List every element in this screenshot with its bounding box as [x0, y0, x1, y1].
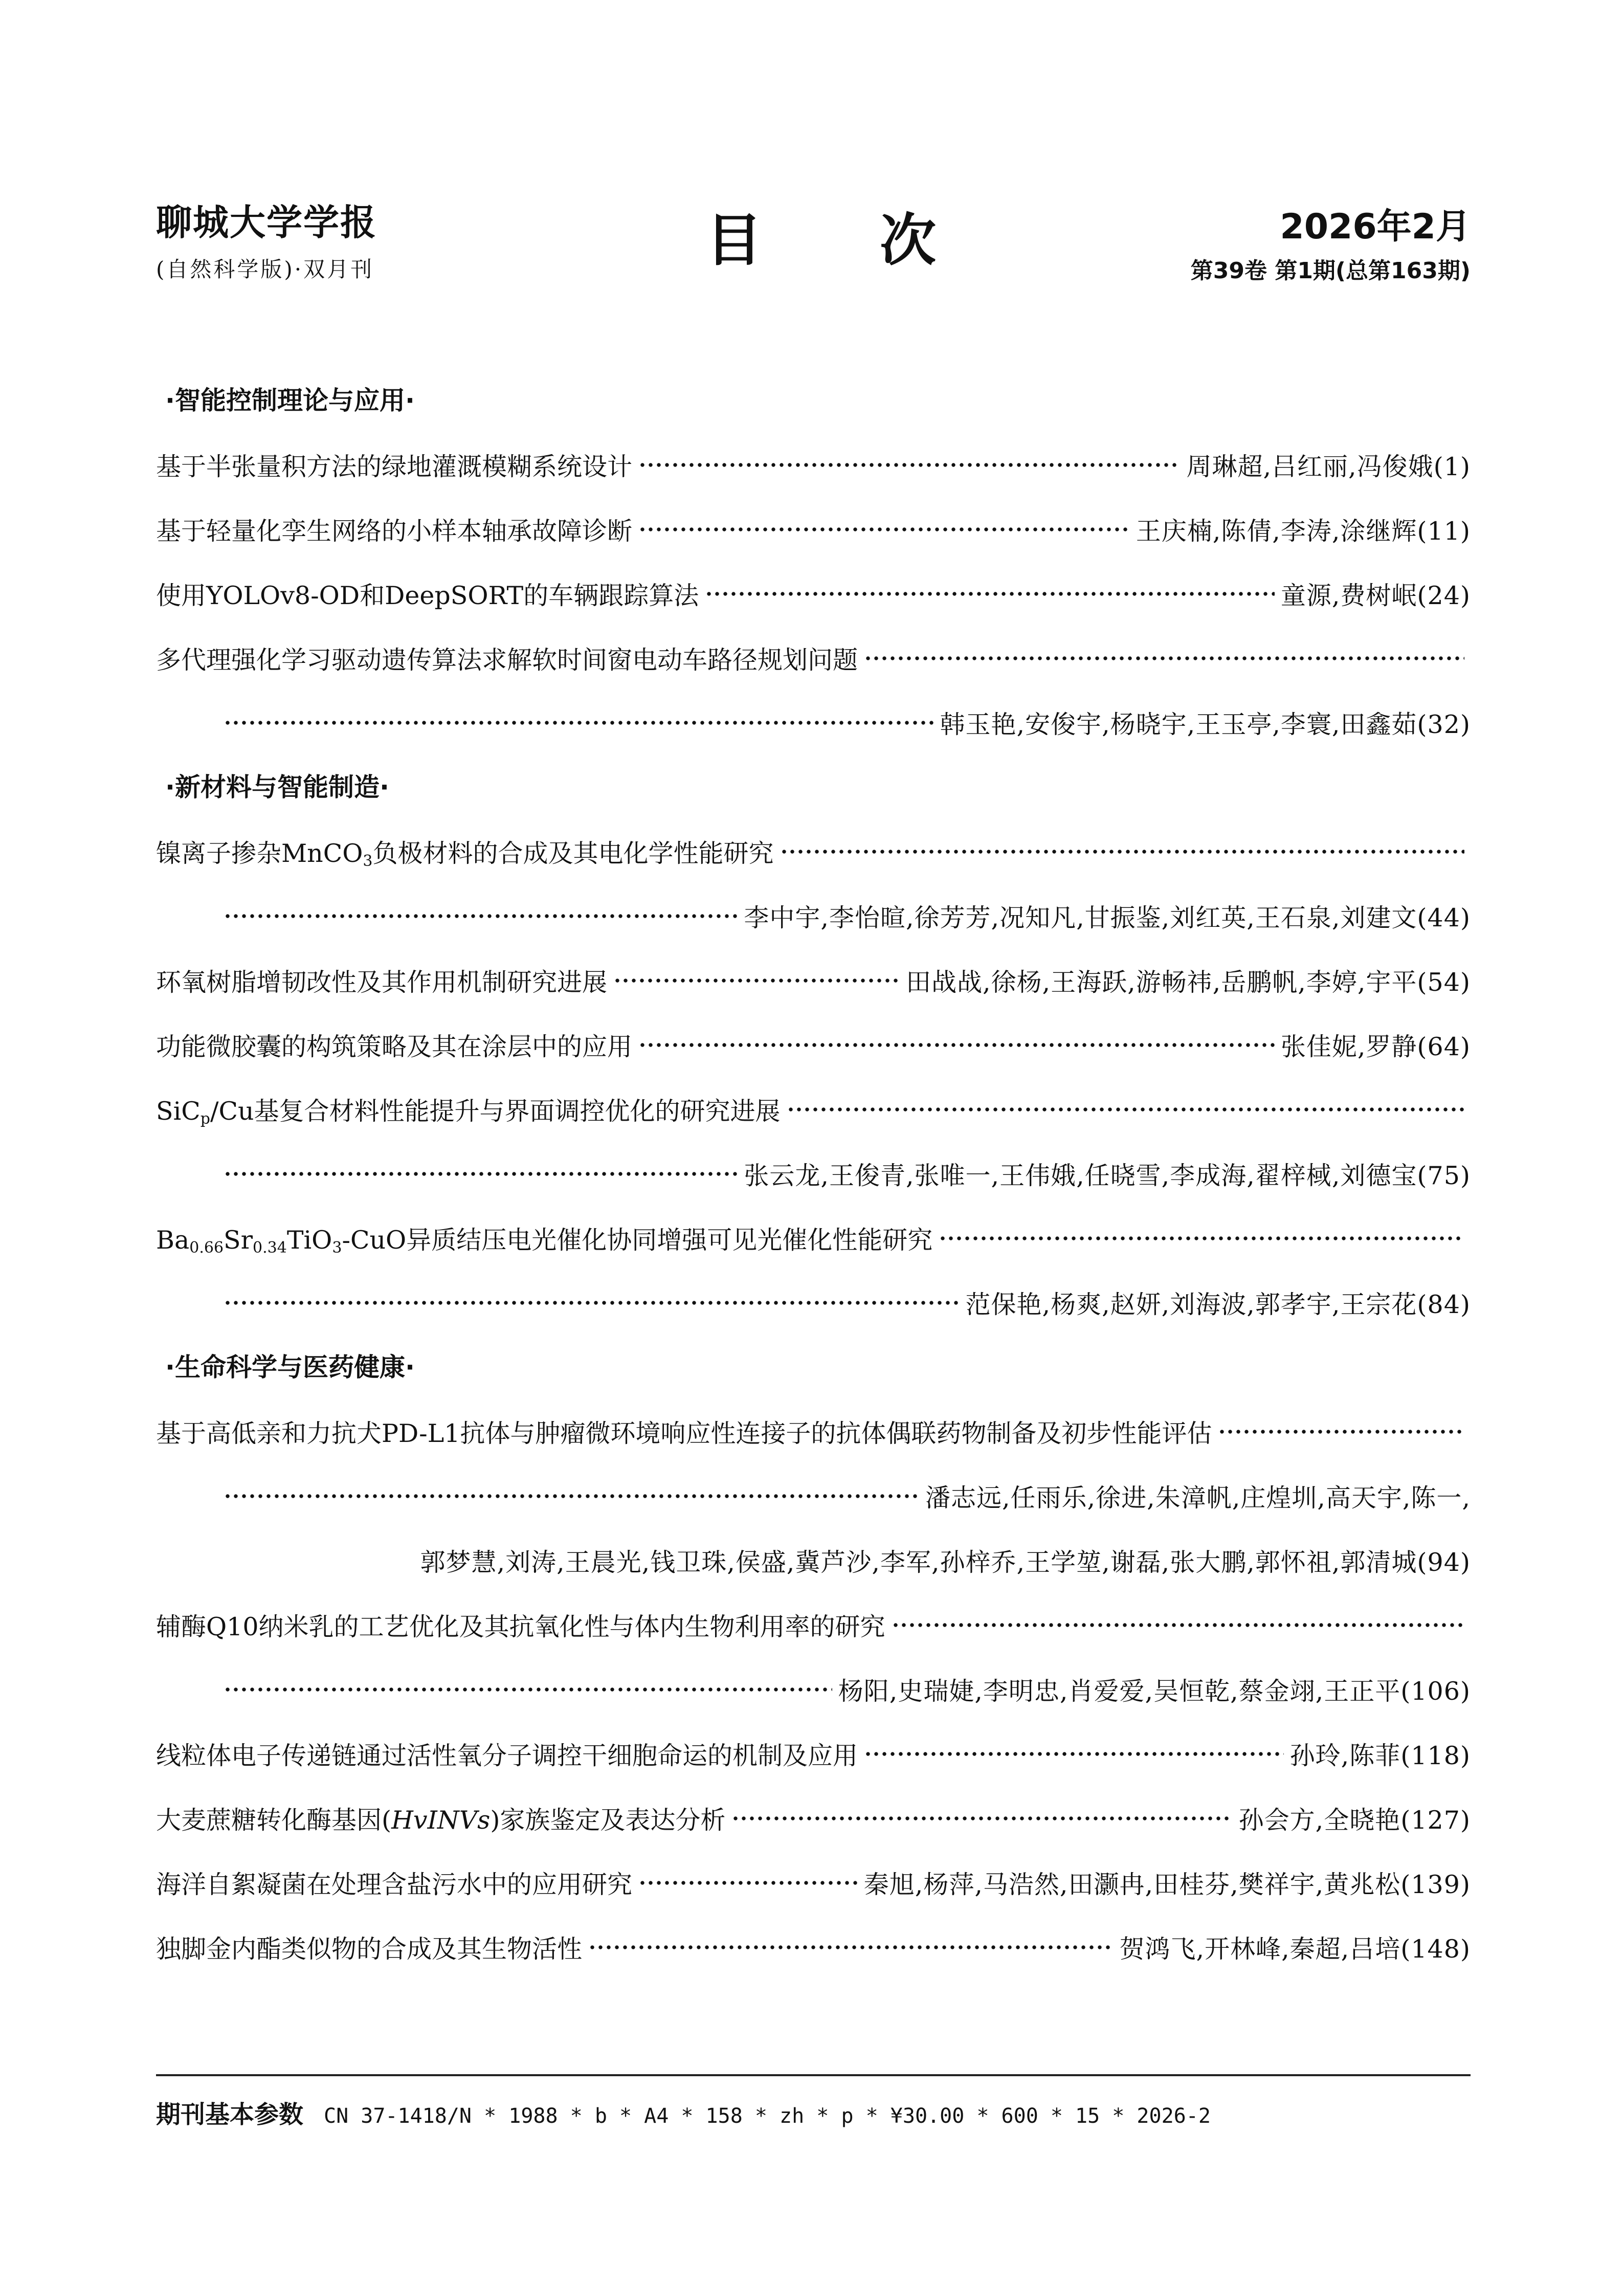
article-authors: 李中宇,李怡暄,徐芳芳,况知凡,甘振鉴,刘红英,王石泉,刘建文(44)	[744, 903, 1471, 932]
article-authors: 范保艳,杨爽,赵妍,刘海波,郭孝宇,王宗花(84)	[965, 1290, 1471, 1319]
toc-title-left: 目	[706, 208, 762, 273]
article-authors: 王庆楠,陈倩,李涛,涂继辉(11)	[1136, 517, 1471, 546]
parameters-label: 期刊基本参数	[156, 2100, 304, 2129]
journal-subtitle: (自然科学版)·双月刊	[156, 257, 374, 282]
toc-entry[interactable]	[156, 1851, 1471, 1915]
article-authors: 潘志远,任雨乐,徐进,朱漳帆,庄煌圳,高天宇,陈一,	[925, 1483, 1471, 1513]
dot-leader	[705, 592, 1275, 596]
dot-leader	[638, 1043, 1275, 1047]
table-of-contents	[156, 368, 1471, 1980]
toc-entry[interactable]	[156, 1786, 1471, 1851]
article-authors: 贺鸿飞,开林峰,秦超,吕培(148)	[1119, 1935, 1471, 1964]
issue-date: 2026年2月	[1280, 207, 1471, 247]
article-title: $Ba_{0.66}Sr_{0.34}TiO_3$-CuO异质结压电光催化协同增强可见光催化性能研究	[156, 1226, 933, 1257]
article-authors: 孙会方,全晓艳(127)	[1238, 1806, 1471, 1835]
footer-divider	[156, 2074, 1471, 2076]
article-authors: 张佳妮,罗静(64)	[1280, 1032, 1471, 1061]
toc-entry[interactable]	[156, 497, 1471, 562]
article-authors: 郭梦慧,刘涛,王晨光,钱卫珠,侯盛,冀芦沙,李军,孙梓乔,王学堃,谢磊,张大鹏,郭怀祖,郭清城(94)	[420, 1548, 1471, 1577]
toc-entry-author-line[interactable]	[156, 691, 1471, 755]
dot-leader	[864, 656, 1464, 660]
article-authors: 周琳超,吕红丽,冯俊娥(1)	[1186, 452, 1471, 481]
article-title: 线粒体电子传递链通过活性氧分子调控干细胞命运的机制及应用	[156, 1741, 858, 1770]
toc-entry-author-line[interactable]	[156, 884, 1471, 948]
article-authors: 孙玲,陈菲(118)	[1289, 1741, 1471, 1770]
dot-leader	[864, 1752, 1284, 1756]
dot-leader	[1218, 1430, 1464, 1434]
issue-volume: 第39卷 第1期(总第163期)	[1190, 258, 1471, 284]
article-authors: 韩玉艳,安俊宇,杨晓宇,王玉亭,李寰,田鑫茹(32)	[940, 710, 1471, 739]
article-title: 辅酶Q10纳米乳的工艺优化及其抗氧化性与体内生物利用率的研究	[156, 1612, 885, 1641]
article-title: 海洋自絮凝菌在处理含盐污水中的应用研究	[156, 1870, 633, 1899]
dot-leader	[588, 1945, 1113, 1949]
toc-entry-author-line[interactable]	[156, 1657, 1471, 1722]
dot-leader	[638, 527, 1130, 531]
dot-leader	[780, 850, 1464, 854]
article-title: 大麦蔗糖转化酶基因(HvINVs)家族鉴定及表达分析	[156, 1806, 726, 1835]
journal-header	[156, 202, 377, 282]
toc-entry-title-line[interactable]	[156, 1593, 1471, 1657]
article-title: SiC$_p$/Cu基复合材料性能提升与界面调控优化的研究进展	[156, 1097, 781, 1128]
toc-entry[interactable]	[156, 433, 1471, 497]
article-authors: 张云龙,王俊青,张唯一,王伟娥,任晓雪,李成海,翟梓棫,刘德宝(75)	[744, 1161, 1471, 1190]
toc-entry[interactable]	[156, 1722, 1471, 1786]
dot-leader	[638, 463, 1180, 467]
article-title: 多代理强化学习驱动遗传算法求解软时间窗电动车路径规划问题	[156, 646, 858, 675]
dot-leader	[892, 1623, 1464, 1627]
dot-leader	[224, 1172, 738, 1176]
dot-leader	[224, 721, 934, 725]
toc-entry[interactable]	[156, 948, 1471, 1013]
toc-entry-author-line[interactable]	[156, 1464, 1471, 1528]
article-authors: 杨阳,史瑞婕,李明忠,肖爱爱,吴恒乾,蔡金翊,王正平(106)	[838, 1677, 1471, 1706]
article-authors: 秦旭,杨萍,马浩然,田灏冉,田桂芬,樊祥宇,黄兆松(139)	[863, 1870, 1471, 1899]
article-authors: 童源,费树岷(24)	[1280, 581, 1471, 610]
article-title: 基于高低亲和力抗犬PD-L1抗体与肿瘤微环境响应性连接子的抗体偶联药物制备及初步性能评估	[156, 1419, 1212, 1448]
article-title: 基于半张量积方法的绿地灌溉模糊系统设计	[156, 452, 633, 481]
article-title: 基于轻量化孪生网络的小样本轴承故障诊断	[156, 517, 633, 546]
parameters-value: CN 37-1418/N * 1988 * b * A4 * 158 * zh * p * ¥30.00 * 600 * 15 * 2026-2	[324, 2104, 1211, 2128]
toc-entry-title-line[interactable]	[156, 819, 1471, 884]
issue-info	[1190, 207, 1471, 284]
dot-leader	[939, 1236, 1464, 1240]
dot-leader	[224, 1301, 960, 1305]
article-title: 使用YOLOv8-OD和DeepSORT的车辆跟踪算法	[156, 581, 699, 610]
article-title: 环氧树脂增韧改性及其作用机制研究进展	[156, 968, 608, 997]
journal-name: 聊城大学学报	[156, 202, 377, 243]
article-title: 独脚金内酯类似物的合成及其生物活性	[156, 1935, 583, 1964]
toc-entry[interactable]	[156, 1915, 1471, 1980]
toc-title	[706, 208, 936, 273]
dot-leader	[224, 1687, 832, 1692]
dot-leader	[613, 979, 900, 983]
toc-entry-title-line[interactable]	[156, 1077, 1471, 1142]
journal-parameters	[156, 2095, 1211, 2130]
toc-entry-title-line[interactable]	[156, 626, 1471, 691]
article-title: 功能微胶囊的构筑策略及其在涂层中的应用	[156, 1032, 633, 1061]
toc-entry-title-line[interactable]	[156, 1206, 1471, 1271]
section-heading: ·新材料与智能制造·	[165, 772, 389, 802]
dot-leader	[787, 1107, 1464, 1112]
dot-leader	[224, 914, 738, 918]
article-title: 镍离子掺杂MnCO$_3$负极材料的合成及其电化学性能研究	[156, 839, 774, 870]
section-heading: ·智能控制理论与应用·	[165, 386, 415, 415]
dot-leader	[638, 1881, 858, 1885]
section-heading: ·生命科学与医药健康·	[165, 1352, 415, 1382]
toc-entry[interactable]	[156, 562, 1471, 626]
dot-leader	[224, 1494, 919, 1498]
toc-entry-author-line[interactable]	[156, 1528, 1471, 1593]
dot-leader	[731, 1816, 1232, 1820]
toc-title-right: 次	[880, 208, 936, 273]
toc-entry-author-line[interactable]	[156, 1142, 1471, 1206]
article-authors: 田战战,徐杨,王海跃,游畅祎,岳鹏帆,李婷,宇平(54)	[905, 968, 1471, 997]
toc-entry[interactable]	[156, 1013, 1471, 1077]
toc-entry-author-line[interactable]	[156, 1271, 1471, 1335]
toc-entry-title-line[interactable]	[156, 1399, 1471, 1464]
